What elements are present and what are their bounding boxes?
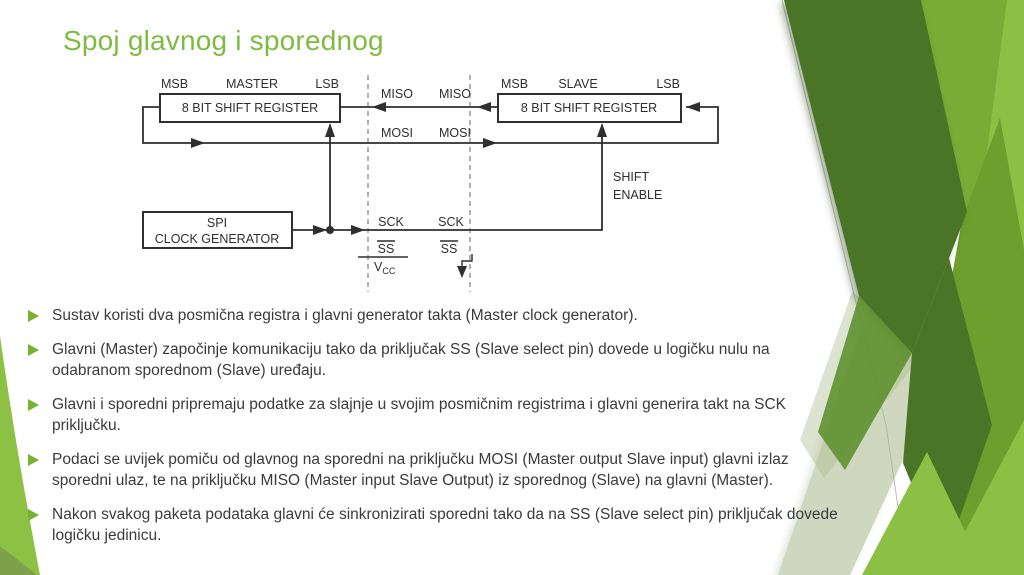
bullet-triangle-icon bbox=[28, 344, 39, 356]
slave-msb-label: MSB bbox=[501, 77, 529, 91]
miso-slave-pin-label: MISO bbox=[439, 87, 471, 101]
bullet-triangle-icon bbox=[28, 310, 39, 322]
bullet-triangle-icon bbox=[28, 454, 39, 466]
mosi-master-pin-label: MOSI bbox=[381, 126, 413, 140]
bullet-list bbox=[28, 305, 840, 559]
arrowhead-miso-left2 bbox=[477, 102, 491, 112]
mosi-slave-pin-label: MOSI bbox=[439, 126, 471, 140]
slave-title-label: SLAVE bbox=[558, 77, 598, 91]
bullet-item bbox=[28, 305, 840, 326]
arrowhead-miso-left1 bbox=[372, 102, 386, 112]
arrowhead-sck-right2 bbox=[351, 225, 365, 235]
slave-register-label: 8 BIT SHIFT REGISTER bbox=[520, 101, 658, 115]
ss-master-pin-label: SS bbox=[377, 242, 395, 256]
arrowhead-master-clock-up bbox=[325, 123, 335, 137]
arrowhead-slave-clock-up bbox=[597, 123, 607, 137]
slave-lsb-label: LSB bbox=[656, 77, 680, 91]
vcc-label-sub: CC bbox=[382, 266, 396, 276]
spi-clock-line1: SPI bbox=[206, 216, 228, 230]
arrowhead-slave-entry bbox=[686, 102, 700, 112]
bullet-text: Glavni (Master) započinje komunikaciju tako da priključak SS (Slave select pin) dovede u logičku nulu na odabranom sporednom (Slave) uređaju. bbox=[52, 341, 770, 379]
vcc-label bbox=[374, 260, 396, 276]
arrowhead-sck-right1 bbox=[313, 225, 327, 235]
bullet-triangle-icon bbox=[28, 509, 39, 521]
master-lsb-label: LSB bbox=[315, 77, 339, 91]
bullet-text: Sustav koristi dva posmična registra i glavni generator takta (Master clock generator). bbox=[52, 307, 638, 324]
arrowhead-mosi-right1 bbox=[191, 138, 205, 148]
bullet-item bbox=[28, 449, 840, 491]
ss-slave-pin-label: SS bbox=[440, 242, 458, 256]
sck-slave-pin-label: SCK bbox=[438, 215, 464, 229]
shift-enable-line2: ENABLE bbox=[613, 188, 663, 202]
master-register-label: 8 BIT SHIFT REGISTER bbox=[181, 101, 319, 115]
slide-title: Spoj glavnog i sporednog bbox=[63, 24, 384, 56]
bullet-text: Glavni i sporedni pripremaju podatke za slajnje u svojim posmičnim registrima i glavni generira takt na SCK priključku. bbox=[52, 396, 786, 434]
junction-dot bbox=[326, 226, 334, 234]
sck-master-pin-label: SCK bbox=[378, 215, 404, 229]
spi-clock-line2: CLOCK GENERATOR bbox=[154, 232, 280, 246]
bullet-item bbox=[28, 504, 840, 546]
arrowhead-ss-down bbox=[457, 266, 467, 278]
bullet-text: Nakon svakog paketa podataka glavni će sinkronizirati sporedni tako da na SS (Slave select pin) priključak dovede logičku jedinicu. bbox=[52, 506, 838, 544]
vcc-label-base: V bbox=[374, 260, 383, 274]
bullet-text: Podaci se uvijek pomiču od glavnog na sporedni na priključku MOSI (Master output Slave input) glavni izlaz sporedni ulaz, te na priključku MISO (Master input Slave Output) iz sporednog (Slave) na glavni (Master). bbox=[52, 451, 789, 489]
bullet-triangle-icon bbox=[28, 399, 39, 411]
bullet-item bbox=[28, 394, 840, 436]
shift-enable-line1: SHIFT bbox=[613, 170, 650, 184]
arrowhead-mosi-right2 bbox=[483, 138, 497, 148]
master-msb-label: MSB bbox=[161, 77, 189, 91]
miso-master-pin-label: MISO bbox=[381, 87, 413, 101]
master-title-label: MASTER bbox=[225, 77, 279, 91]
bullet-item bbox=[28, 339, 840, 381]
